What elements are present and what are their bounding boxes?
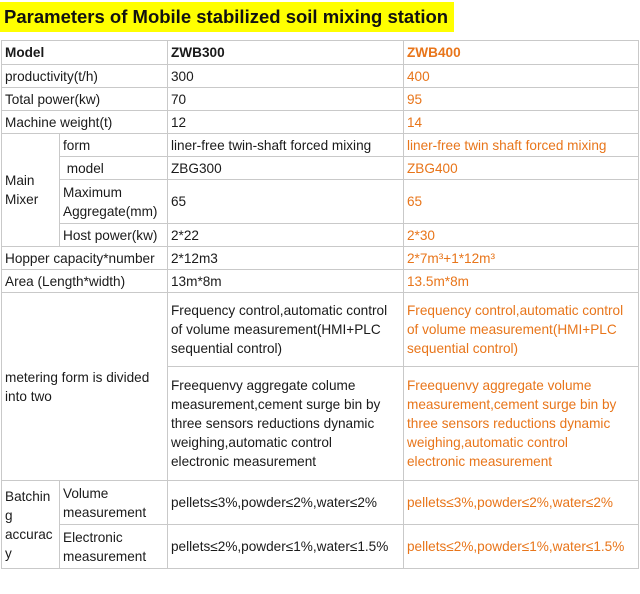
page-title: Parameters of Mobile stabilized soil mixing station xyxy=(0,2,454,32)
table-row xyxy=(2,88,639,111)
text-line: Frequency control,automatic control xyxy=(171,303,388,318)
row-label: Area (Length*width) xyxy=(2,270,168,293)
table-row xyxy=(2,41,639,65)
cell-zwb300: 12 xyxy=(168,111,404,134)
cell-zwb400 xyxy=(404,293,639,367)
metering-label-line2: into two xyxy=(5,388,52,404)
sub-label xyxy=(60,180,168,224)
table-row xyxy=(2,224,639,247)
cell-zwb300: pellets≤2%,powder≤1%,water≤1.5% xyxy=(168,525,404,569)
table-row xyxy=(2,111,639,134)
main-mixer-label-line1: Main xyxy=(5,173,35,188)
text-line: weighing,automatic control xyxy=(407,435,568,450)
cell-zwb400: ZBG400 xyxy=(404,157,639,180)
text-line: Freequenvy aggregate colume xyxy=(171,378,356,393)
text-line: three sensors reductions dynamic xyxy=(171,416,375,431)
row-label: Total power(kw) xyxy=(2,88,168,111)
table-row xyxy=(2,481,639,525)
batching-label-line2: accuracy xyxy=(5,526,53,561)
cell-zwb400: liner-free twin shaft forced mixing xyxy=(404,134,639,157)
cell-zwb400: 400 xyxy=(404,65,639,88)
main-mixer-label xyxy=(2,134,60,247)
header-model-label: Model xyxy=(2,41,168,65)
row-label: Hopper capacity*number xyxy=(2,247,168,270)
cell-zwb300: ZBG300 xyxy=(168,157,404,180)
text-line: Frequency control,automatic control xyxy=(407,303,624,318)
cell-zwb300: 2*22 xyxy=(168,224,404,247)
cell-zwb400: 14 xyxy=(404,111,639,134)
text-line: of volume measurement(HMI+PLC xyxy=(171,322,381,337)
sub-label xyxy=(60,481,168,525)
table-row xyxy=(2,180,639,224)
text-line: electronic measurement xyxy=(171,454,317,469)
header-zwb400: ZWB400 xyxy=(404,41,639,65)
table-row xyxy=(2,247,639,270)
header-zwb300: ZWB300 xyxy=(168,41,404,65)
sub-label-line1: Maximum xyxy=(63,184,122,200)
cell-zwb400: 13.5m*8m xyxy=(404,270,639,293)
parameters-table xyxy=(1,40,639,569)
batching-label-line1: Batching xyxy=(5,488,51,523)
sub-label: form xyxy=(60,134,168,157)
sub-label xyxy=(60,525,168,569)
text-line: measurement,cement surge bin by xyxy=(171,397,381,412)
main-mixer-label-line2: Mixer xyxy=(5,192,39,207)
row-label: productivity(t/h) xyxy=(2,65,168,88)
cell-zwb400: 2*30 xyxy=(404,224,639,247)
text-line: measurement,cement surge bin by xyxy=(407,397,617,412)
text-line: sequential control) xyxy=(171,341,283,356)
batching-label xyxy=(2,481,60,569)
cell-zwb400: 95 xyxy=(404,88,639,111)
cell-zwb300: 300 xyxy=(168,65,404,88)
sub-label-line1: Volume xyxy=(63,485,109,501)
text-line: Freequenvy aggregate volume xyxy=(407,378,592,393)
sub-label-line2: measurement xyxy=(63,548,147,564)
sub-label-line1: Electronic xyxy=(63,529,123,545)
cell-zwb300: liner-free twin-shaft forced mixing xyxy=(168,134,404,157)
metering-label-line1: metering form is divided xyxy=(5,369,150,385)
sub-label-line2: Aggregate(mm) xyxy=(63,203,158,219)
table-row xyxy=(2,525,639,569)
cell-zwb300: 65 xyxy=(168,180,404,224)
text-line: sequential control) xyxy=(407,341,519,356)
table-row xyxy=(2,134,639,157)
text-line: weighing,automatic control xyxy=(171,435,332,450)
cell-zwb300: 2*12m3 xyxy=(168,247,404,270)
cell-zwb300: 70 xyxy=(168,88,404,111)
table-row xyxy=(2,65,639,88)
table-row xyxy=(2,293,639,367)
sub-label: Host power(kw) xyxy=(60,224,168,247)
cell-zwb400 xyxy=(404,367,639,481)
cell-zwb300 xyxy=(168,367,404,481)
cell-zwb300 xyxy=(168,293,404,367)
sub-label xyxy=(60,157,168,180)
cell-zwb400: 65 xyxy=(404,180,639,224)
metering-label xyxy=(2,293,168,481)
cell-zwb300: pellets≤3%,powder≤2%,water≤2% xyxy=(168,481,404,525)
cell-zwb300: 13m*8m xyxy=(168,270,404,293)
text-line: three sensors reductions dynamic xyxy=(407,416,611,431)
table-row xyxy=(2,157,639,180)
text-line: of volume measurement(HMI+PLC xyxy=(407,322,617,337)
row-label: Machine weight(t) xyxy=(2,111,168,134)
cell-zwb400: 2*7m³+1*12m³ xyxy=(404,247,639,270)
cell-zwb400: pellets≤3%,powder≤2%,water≤2% xyxy=(404,481,639,525)
title-bar xyxy=(0,0,454,34)
table-row xyxy=(2,270,639,293)
cell-zwb400: pellets≤2%,powder≤1%,water≤1.5% xyxy=(404,525,639,569)
sub-label-line2: measurement xyxy=(63,504,147,520)
sub-label-text: model xyxy=(66,160,104,176)
text-line: electronic measurement xyxy=(407,454,553,469)
